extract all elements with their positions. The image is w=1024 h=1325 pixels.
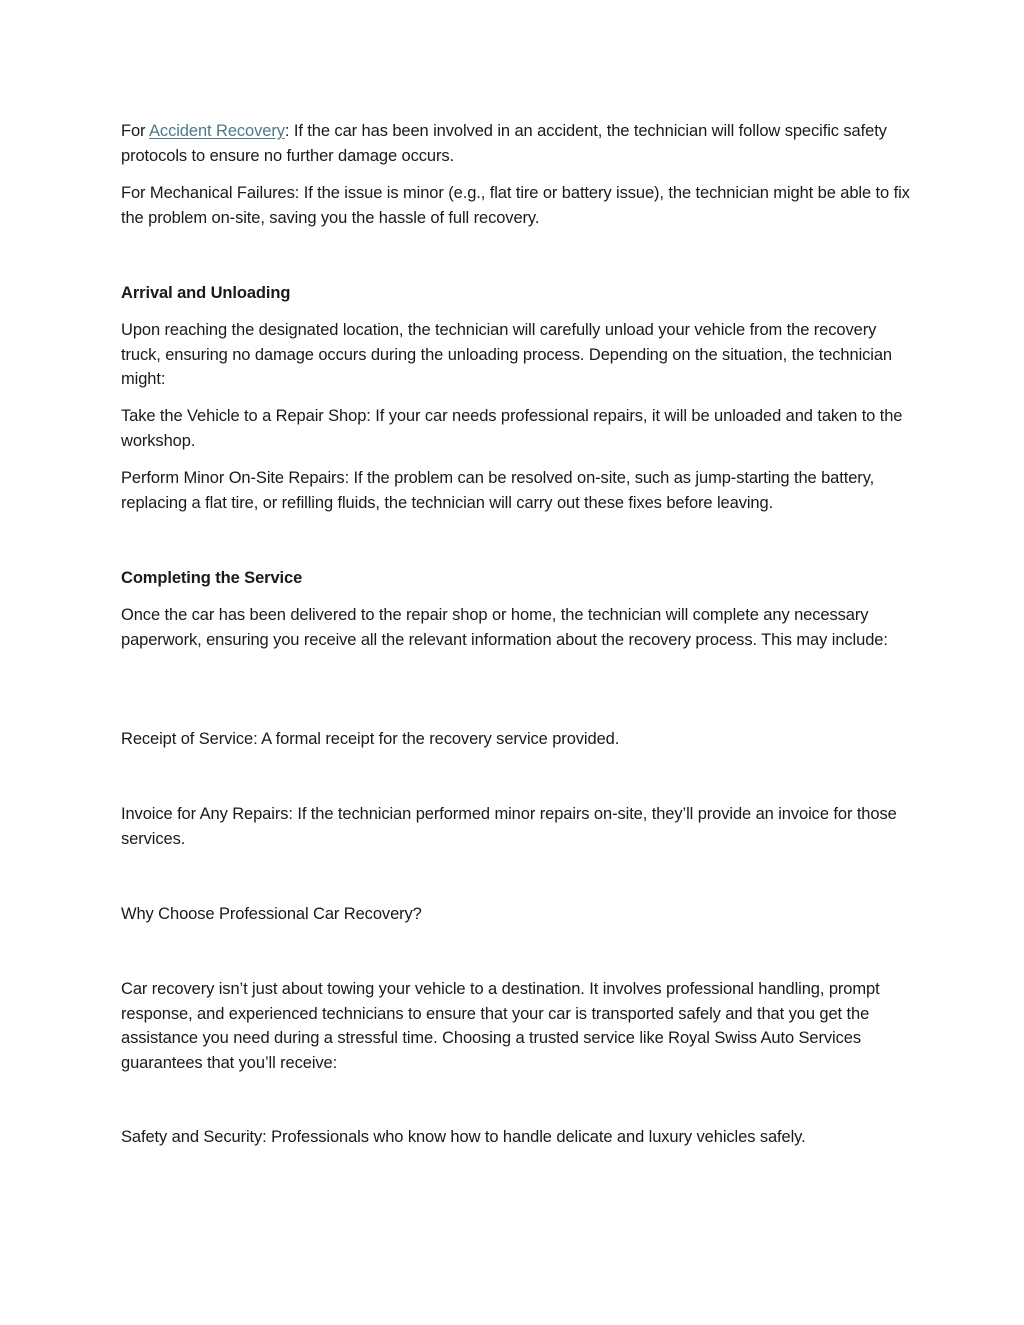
accident-recovery-paragraph [121,119,911,168]
arrival-unloading-heading: Arrival and Unloading [121,284,291,302]
completing-service-heading: Completing the Service [121,569,303,587]
car-recovery-paragraph: Car recovery isn’t just about towing your vehicle to a destination. It involves professional handling, prompt response, and experienced technicians to ensure that your car is transported safely and that you get the assistance you need during a stressful time. Choosing a trusted service like Royal Swiss Auto Services guarantees that you’ll receive: [121,980,880,1072]
paragraph-prefix: For [121,122,150,140]
safety-security-paragraph: Safety and Security: Professionals who know how to handle delicate and luxury vehicles safely. [121,1128,806,1146]
receipt-paragraph: Receipt of Service: A formal receipt for the recovery service provided. [121,730,620,748]
mechanical-failures-paragraph: For Mechanical Failures: If the issue is minor (e.g., flat tire or battery issue), the technician might be able to fix the problem on-site, saving you the hassle of full recovery. [121,184,910,227]
onsite-repairs-paragraph: Perform Minor On-Site Repairs: If the problem can be resolved on-site, such as jump-starting the battery, replacing a flat tire, or refilling fluids, the technician will carry out these fixes before leaving. [121,469,875,512]
why-choose-paragraph: Why Choose Professional Car Recovery? [121,905,422,923]
invoice-paragraph: Invoice for Any Repairs: If the technician performed minor repairs on-site, they’ll provide an invoice for those services. [121,805,897,848]
unloading-intro-paragraph: Upon reaching the designated location, the technician will carefully unload your vehicle from the recovery truck, ensuring no damage occurs during the unloading process. Depending on the situation, the technician might: [121,321,893,388]
repair-shop-paragraph: Take the Vehicle to a Repair Shop: If your car needs professional repairs, it will be unloaded and taken to the workshop. [121,407,903,450]
accident-recovery-link[interactable]: Accident Recovery [149,122,285,140]
paperwork-paragraph: Once the car has been delivered to the repair shop or home, the technician will complete any necessary paperwork, ensuring you receive all the relevant information about the recovery process. This may include: [121,606,888,649]
paragraph-text: : If the car has been involved in an accident, the technician will follow specific safety protocols to ensure no further damage occurs. [121,122,887,165]
